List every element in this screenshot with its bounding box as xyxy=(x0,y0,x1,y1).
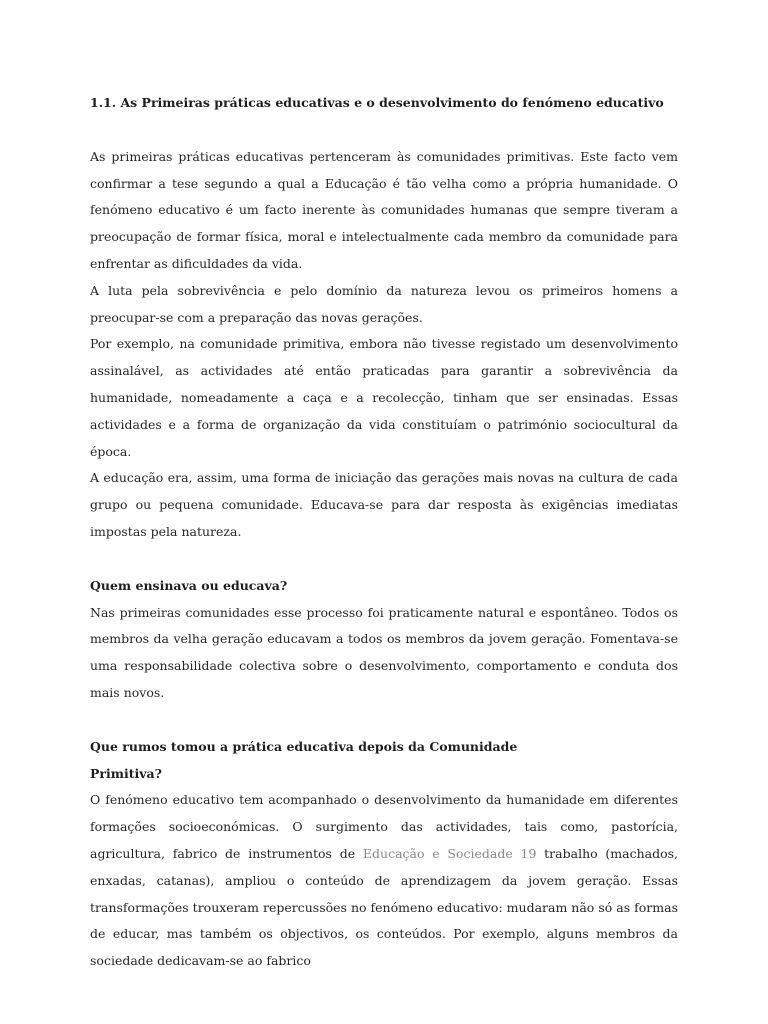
section-heading-continued: Primitiva? xyxy=(90,765,162,781)
spacer xyxy=(90,707,678,734)
page-reference-link[interactable]: Educação e Sociedade 19 xyxy=(362,845,537,861)
document-title: 1.1. As Primeiras práticas educativas e o desenvolvimento do fenómeno educativo xyxy=(90,95,664,110)
paragraph-text: trabalho (machados, enxadas, catanas), ampliou o conteúdo de aprendizagem da jovem geração. Essas transformações trouxeram repercussões no fenómeno educativo: mudaram não só as formas de educar, mas também os objectivos, os conteúdos. Por exemplo, alguns membros da sociedade dedicavam-se ao fabrico xyxy=(90,845,678,969)
section-heading: Que rumos tomou a prática educativa depois da Comunidade xyxy=(90,738,518,754)
spacer xyxy=(90,546,678,573)
paragraph: Nas primeiras comunidades esse processo foi praticamente natural e espontâneo. Todos os membros da velha geração educavam a todos os membros da jovem geração. Fomentava-se uma responsabilidade colectiva sobre o desenvolvimento, comportamento e conduta dos mais novos. xyxy=(90,604,678,700)
paragraph: Por exemplo, na comunidade primitiva, embora não tivesse registado um desenvolvimento assinalável, as actividades até então praticadas para garantir a sobrevivência da humanidade, nomeadamente a caça e a recolecção, tinham que ser ensinadas. Essas actividades e a forma de organização da vida constituíam o património sociocultural da época. xyxy=(90,336,678,459)
spacer xyxy=(90,117,678,144)
paragraph xyxy=(90,787,678,975)
paragraph: A luta pela sobrevivência e pelo domínio da natureza levou os primeiros homens a preocupar-se com a preparação das novas gerações. xyxy=(90,282,678,325)
paragraph-text: O fenómeno educativo tem acompanhado o desenvolvimento da humanidade em diferentes formações socioeconómicas. O surgimento das actividades, tais como, pastorícia, agricultura, fabrico de instrumentos de xyxy=(90,792,678,861)
paragraph: As primeiras práticas educativas pertenceram às comunidades primitivas. Este facto vem confirmar a tese segundo a qual a Educação é tão velha como a própria humanidade. O fenómeno educativo é um facto inerente às comunidades humanas que sempre tiveram a preocupação de formar física, moral e intelectualmente cada membro da comunidade para enfrentar as dificuldades da vida. xyxy=(90,148,678,271)
section-heading: Quem ensinava ou educava? xyxy=(90,577,288,593)
paragraph: A educação era, assim, uma forma de iniciação das gerações mais novas na cultura de cada grupo ou pequena comunidade. Educava-se para dar resposta às exigências imediatas impostas pela natureza. xyxy=(90,470,678,539)
document-page xyxy=(90,90,678,975)
